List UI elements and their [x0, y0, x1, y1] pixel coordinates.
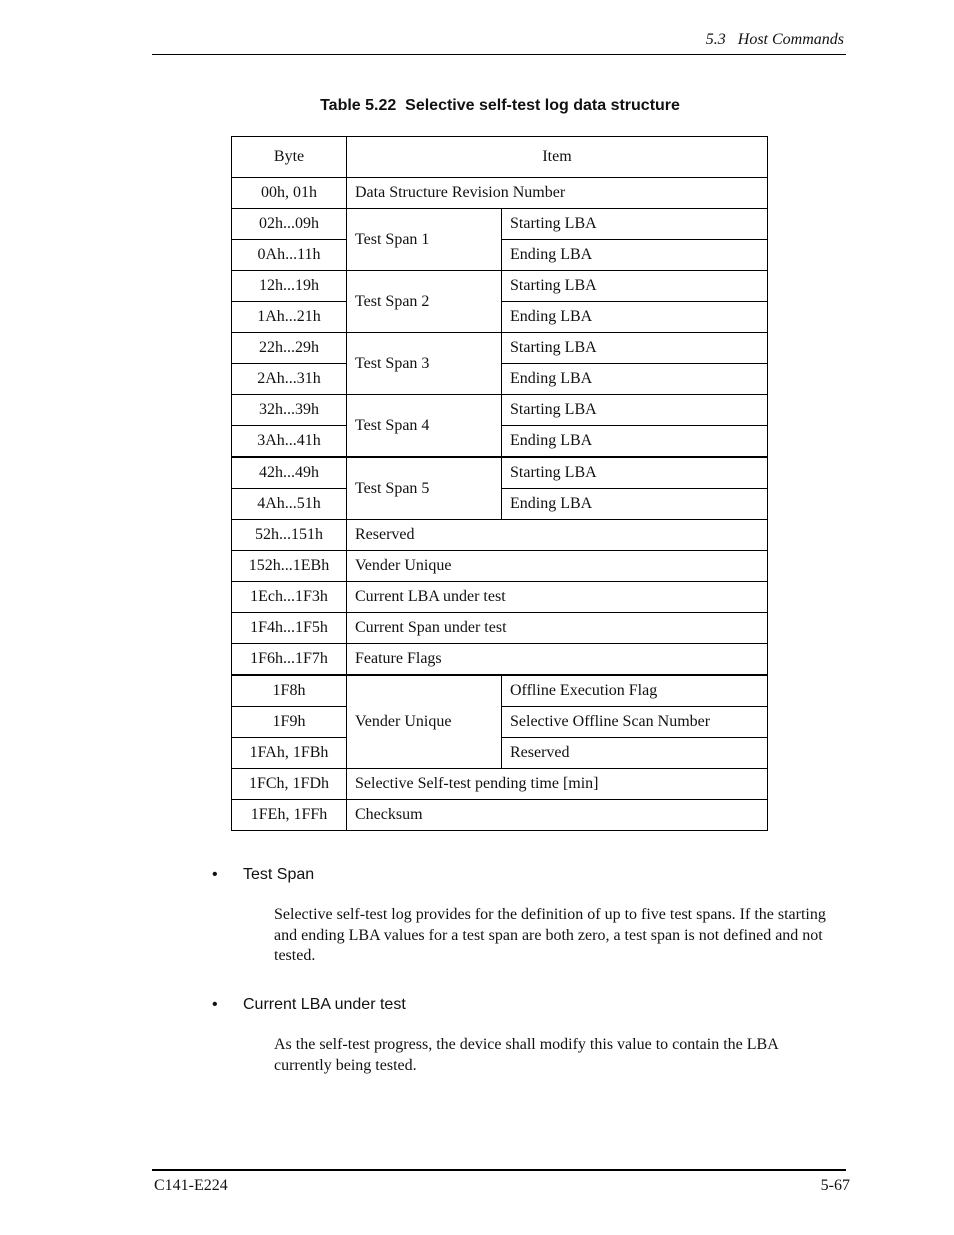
byte-cell: 2Ah...31h — [232, 364, 347, 395]
item-cell: Current Span under test — [347, 613, 768, 644]
table-row — [232, 800, 768, 831]
item-cell: Selective Self-test pending time [min] — [347, 769, 768, 800]
item-cell: Checksum — [347, 800, 768, 831]
item-cell: Offline Execution Flag — [502, 675, 768, 707]
table-row — [232, 675, 768, 707]
selective-self-test-log-table — [231, 136, 768, 831]
byte-cell: 1FAh, 1FBh — [232, 738, 347, 769]
item-cell: Vender Unique — [347, 551, 768, 582]
table-row — [232, 178, 768, 209]
group-cell: Test Span 2 — [347, 271, 502, 333]
item-cell: Reserved — [502, 738, 768, 769]
bullet-marker: • — [212, 996, 218, 1013]
item-cell: Ending LBA — [502, 302, 768, 333]
byte-cell: 00h, 01h — [232, 178, 347, 209]
header-byte: Byte — [232, 137, 347, 178]
table-row — [232, 457, 768, 489]
table-row — [232, 769, 768, 800]
section-title-test-span: Test Span — [243, 866, 315, 883]
byte-cell: 1Ech...1F3h — [232, 582, 347, 613]
byte-cell: 22h...29h — [232, 333, 347, 364]
byte-cell: 1F8h — [232, 675, 347, 707]
header-item: Item — [347, 137, 768, 178]
table-row — [232, 551, 768, 582]
group-cell: Test Span 3 — [347, 333, 502, 395]
byte-cell: 12h...19h — [232, 271, 347, 302]
item-cell: Starting LBA — [502, 209, 768, 240]
item-cell: Starting LBA — [502, 395, 768, 426]
byte-cell: 3Ah...41h — [232, 426, 347, 458]
byte-cell: 1F4h...1F5h — [232, 613, 347, 644]
item-cell: Ending LBA — [502, 240, 768, 271]
table-row — [232, 644, 768, 676]
byte-cell: 42h...49h — [232, 457, 347, 489]
table-row — [232, 271, 768, 302]
group-cell: Test Span 1 — [347, 209, 502, 271]
group-cell: Test Span 5 — [347, 457, 502, 520]
item-cell: Data Structure Revision Number — [347, 178, 768, 209]
byte-cell: 1F9h — [232, 707, 347, 738]
byte-cell: 152h...1EBh — [232, 551, 347, 582]
item-cell: Current LBA under test — [347, 582, 768, 613]
table-row — [232, 613, 768, 644]
section-body-test-span: Selective self-test log provides for the definition of up to five test spans. If the starting and ending LBA values for a test span are both zero, a test span is not defined and not tested. — [274, 906, 826, 964]
byte-cell: 02h...09h — [232, 209, 347, 240]
item-cell: Ending LBA — [502, 489, 768, 520]
item-cell: Starting LBA — [502, 271, 768, 302]
group-cell: Test Span 4 — [347, 395, 502, 458]
item-cell: Starting LBA — [502, 457, 768, 489]
table-row — [232, 333, 768, 364]
bullet-marker: • — [212, 866, 218, 883]
byte-cell: 1Ah...21h — [232, 302, 347, 333]
footer-doc-id: C141-E224 — [154, 1177, 228, 1194]
byte-cell: 1F6h...1F7h — [232, 644, 347, 676]
running-header: 5.3 Host Commands — [705, 31, 844, 48]
item-cell: Feature Flags — [347, 644, 768, 676]
table-row — [232, 582, 768, 613]
byte-cell: 1FEh, 1FFh — [232, 800, 347, 831]
item-cell: Ending LBA — [502, 426, 768, 458]
header-rule — [152, 54, 846, 55]
item-cell: Starting LBA — [502, 333, 768, 364]
table-caption: Table 5.22 Selective self-test log data structure — [320, 97, 680, 114]
byte-cell: 4Ah...51h — [232, 489, 347, 520]
item-cell: Reserved — [347, 520, 768, 551]
section-body-current-lba: As the self-test progress, the device shall modify this value to contain the LBA currently being tested. — [274, 1036, 778, 1074]
table-row — [232, 395, 768, 426]
byte-cell: 1FCh, 1FDh — [232, 769, 347, 800]
item-cell: Ending LBA — [502, 364, 768, 395]
item-cell: Selective Offline Scan Number — [502, 707, 768, 738]
table-row — [232, 209, 768, 240]
table-header-row — [232, 137, 768, 178]
footer-page-number: 5-67 — [820, 1177, 850, 1194]
byte-cell: 32h...39h — [232, 395, 347, 426]
byte-cell: 52h...151h — [232, 520, 347, 551]
byte-cell: 0Ah...11h — [232, 240, 347, 271]
section-title-current-lba: Current LBA under test — [243, 996, 406, 1013]
group-cell: Vender Unique — [347, 675, 502, 769]
table-row — [232, 520, 768, 551]
footer-rule — [152, 1169, 846, 1171]
